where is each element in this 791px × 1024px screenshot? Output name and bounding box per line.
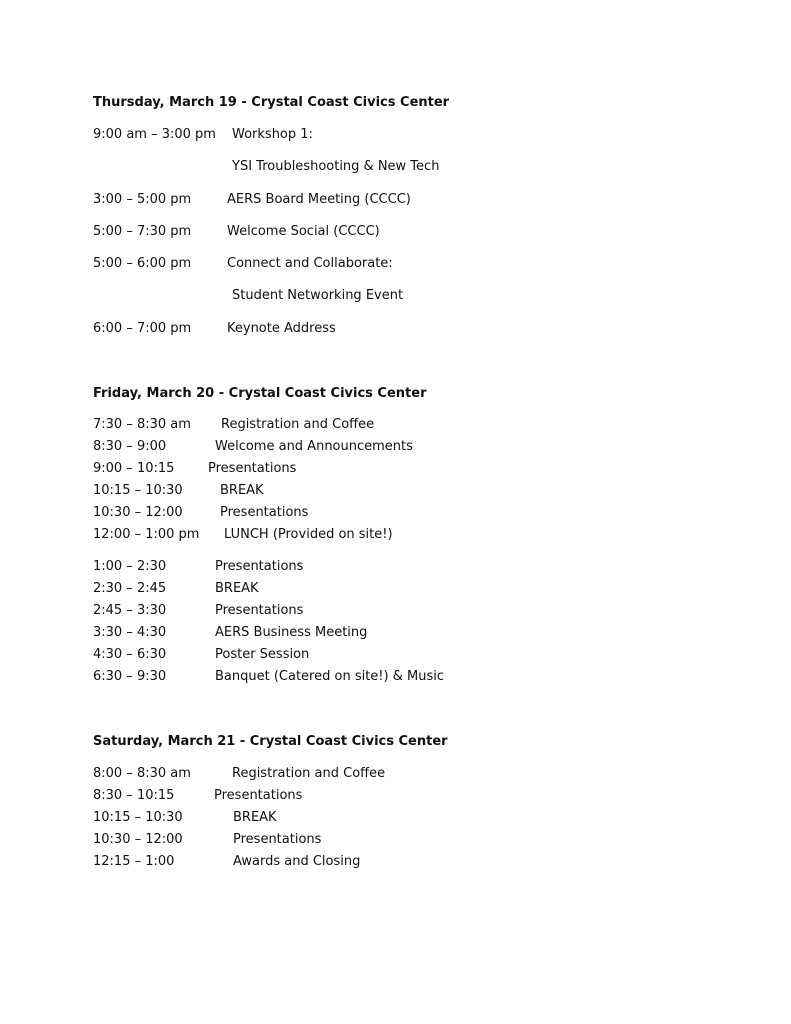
schedule-time: 5:00 – 6:00 pm — [93, 256, 192, 271]
schedule-time: 4:30 – 6:30 — [93, 647, 167, 662]
schedule-time: 2:30 – 2:45 — [93, 581, 167, 596]
day-heading-saturday: Saturday, March 21 - Crystal Coast Civics Center — [93, 734, 448, 749]
schedule-time: 10:15 – 10:30 — [93, 810, 183, 825]
schedule-event: Welcome and Announcements — [215, 439, 413, 454]
schedule-time: 12:15 – 1:00 — [93, 854, 175, 869]
schedule-event: AERS Business Meeting — [215, 625, 368, 640]
schedule-time: 1:00 – 2:30 — [93, 559, 167, 574]
schedule-event: Connect and Collaborate: — [227, 256, 393, 271]
schedule-event: Registration and Coffee — [232, 766, 386, 781]
schedule-time: 8:00 – 8:30 am — [93, 766, 191, 781]
schedule-event: BREAK — [220, 483, 264, 498]
schedule-event: Welcome Social (CCCC) — [227, 224, 380, 239]
schedule-event: LUNCH (Provided on site!) — [224, 527, 393, 542]
schedule-time: 6:00 – 7:00 pm — [93, 321, 192, 336]
schedule-event: Awards and Closing — [233, 854, 361, 869]
schedule-time: 10:15 – 10:30 — [93, 483, 183, 498]
schedule-time: 6:30 – 9:30 — [93, 669, 167, 684]
schedule-time: 10:30 – 12:00 — [93, 832, 183, 847]
schedule-time: 8:30 – 9:00 — [93, 439, 167, 454]
schedule-event: Presentations — [214, 788, 303, 803]
schedule-time: 9:00 – 10:15 — [93, 461, 175, 476]
schedule-event: Workshop 1: — [232, 127, 313, 142]
schedule-time: 3:00 – 5:00 pm — [93, 192, 192, 207]
schedule-time: 3:30 – 4:30 — [93, 625, 167, 640]
schedule-time: 9:00 am – 3:00 pm — [93, 127, 216, 142]
schedule-event: Keynote Address — [227, 321, 336, 336]
schedule-event: BREAK — [215, 581, 259, 596]
schedule-event: Poster Session — [215, 647, 310, 662]
day-heading-thursday: Thursday, March 19 - Crystal Coast Civics Center — [93, 95, 450, 110]
schedule-event: Student Networking Event — [232, 288, 404, 303]
schedule-event: YSI Troubleshooting & New Tech — [232, 159, 440, 174]
schedule-time: 12:00 – 1:00 pm — [93, 527, 200, 542]
schedule-event: Presentations — [233, 832, 322, 847]
schedule-time: 5:00 – 7:30 pm — [93, 224, 192, 239]
schedule-time: 2:45 – 3:30 — [93, 603, 167, 618]
schedule-time: 7:30 – 8:30 am — [93, 417, 191, 432]
schedule-time: 8:30 – 10:15 — [93, 788, 175, 803]
schedule-event: BREAK — [233, 810, 277, 825]
schedule-event: Registration and Coffee — [221, 417, 375, 432]
schedule-time: 10:30 – 12:00 — [93, 505, 183, 520]
schedule-event: Presentations — [220, 505, 309, 520]
schedule-event: Presentations — [215, 559, 304, 574]
schedule-event: Presentations — [215, 603, 304, 618]
schedule-event: Banquet (Catered on site!) & Music — [215, 669, 444, 684]
schedule-event: AERS Board Meeting (CCCC) — [227, 192, 411, 207]
day-heading-friday: Friday, March 20 - Crystal Coast Civics Center — [93, 386, 427, 401]
schedule-event: Presentations — [208, 461, 297, 476]
